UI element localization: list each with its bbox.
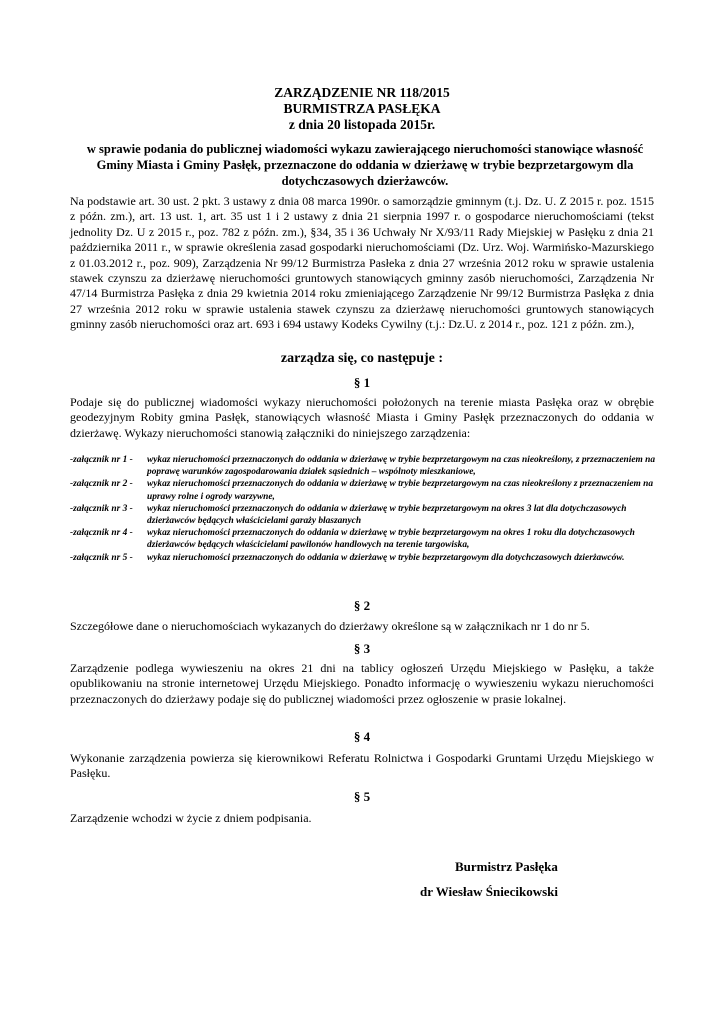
document-subject: w sprawie podania do publicznej wiadomości wykazu zawierającego nieruchomości stanowiące własność Gminy Miasta i Gminy Pasłęk, przeznaczone do oddania w dzierżawę w trybie bezprzetargowym dla dotychczasowych dzierżawców. <box>86 142 644 188</box>
signature-title: Burmistrz Pasłęka <box>455 859 558 874</box>
legal-basis-paragraph: Na podstawie art. 30 ust. 2 pkt. 3 ustawy z dnia 08 marca 1990r. o samorządzie gminnym (t.j. Dz. U. Z 2015 r. poz. 1515 z późn. zm.), art. 13 ust. 1, art. 35 ust 1 i 2 ustawy z dnia 21 sierpnia 1997 r. o gospodarce nieruchomościami (tekst jednolity Dz. U z 2015 r., poz. 782 z późn. zm.), §34, 35 i 36 Uchwały Nr X/93/11 Rady Miejskiej w Pasłęku z dnia 21 października 2011 r., w sprawie określenia zasad gospodarki nieruchomościami (Dz. Urz. Woj. Warmińsko-Mazurskiego z 01.03.2012 r., poz. 909), Zarządzenia Nr 99/12 Burmistrza Pasłeka z dnia 27 września 2012 roku w sprawie ustalenia stawek czynszu za dzierżawę nieruchomości gruntowych stanowiących gminny zasób nieruchomości, Zarządzenia Nr 47/14 Burmistrza Pasłęka z dnia 29 kwietnia 2014 roku zmieniającego Zarządzenie Nr 99/12 Burmistrza Pasłęka z dnia 27 września 2012 roku w sprawie ustalenia stawek czynszu za dzierżawę nieruchomości gruntowych stanowiących gminny zasób nieruchomości oraz art. 693 i 694 ustawy Kodeks Cywilny (t.j.: Dz.U. z 2014 r., poz. 121 z późn. zm.), <box>70 194 654 332</box>
section-2-heading: § 2 <box>353 598 371 613</box>
attachment-label: -załącznik nr 1 - <box>70 455 133 465</box>
section-4-heading: § 4 <box>353 729 371 744</box>
section-5-heading: § 5 <box>353 789 371 804</box>
attachment-label: -załącznik nr 5 - <box>70 552 133 563</box>
attachment-label: -załącznik nr 2 - <box>70 479 133 490</box>
signature-name: dr Wiesław Śniecikowski <box>420 884 558 899</box>
attachment-item <box>70 552 660 564</box>
section-3-heading: § 3 <box>353 641 371 656</box>
section-5-text: Zarządzenie wchodzi w życie z dniem podpisania. <box>70 811 312 825</box>
attachment-text: wykaz nieruchomości przeznaczonych do oddania w dzierżawę w trybie bezprzetargowym na czas nieokreślony z przeznaczeniem na uprawy rolne i ogrody warzywne, <box>147 479 654 502</box>
attachment-item <box>70 454 660 478</box>
section-2-text: Szczegółowe dane o nieruchomościach wykazanych do dzierżawy określone są w załącznikach nr 1 do nr 5. <box>70 619 590 633</box>
attachment-text: wykaz nieruchomości przeznaczonych do oddania w dzierżawę w trybie bezprzetargowym na czas nieokreślony, z przeznaczeniem na poprawę warunków zagospodarowania działek sąsiednich – wspólnoty mieszkaniowe, <box>147 455 656 478</box>
attachments-list <box>70 454 660 564</box>
attachment-item <box>70 527 660 551</box>
section-1-heading: § 1 <box>353 375 371 390</box>
section-4-text: Wykonanie zarządzenia powierza się kierownikowi Referatu Rolnictwa i Gospodarki Gruntami Urzędu Miejskiego w Pasłęku. <box>70 751 654 781</box>
attachment-item <box>70 503 660 527</box>
attachment-label: -załącznik nr 4 - <box>70 528 133 539</box>
attachment-label: -załącznik nr 3 - <box>70 503 133 514</box>
attachment-text: wykaz nieruchomości przeznaczonych do oddania w dzierżawę w trybie bezprzetargowym na okres 3 lat dla dotychczasowych dzierżawców będących właścicielami garaży blaszanych <box>147 503 627 527</box>
decree-statement: zarządza się, co następuje : <box>280 351 444 366</box>
attachment-item <box>70 478 660 502</box>
section-1-text: Podaje się do publicznej wiadomości wykazy nieruchomości położonych na terenie miasta Pasłęka oraz w obrębie geodezyjnym Robity gmina Pasłęk, stanowiących własność Miasta i Gminy Pasłęk przeznaczonych do oddania w dzierżawę. Wykazy nieruchomości stanowią załączniki do niniejszego zarządzenia: <box>70 395 654 440</box>
issue-date: z dnia 20 listopada 2015r. <box>288 117 436 132</box>
issuer-title: BURMISTRZA PASŁĘKA <box>283 101 441 116</box>
attachment-text: wykaz nieruchomości przeznaczonych do oddania w dzierżawę w trybie bezprzetargowym na okres 1 roku dla dotychczasowych dzierżawców będących właścicielami pawilonów handlowych na terenie targowiska, <box>147 528 635 551</box>
document-title: ZARZĄDZENIE NR 118/2015 <box>274 85 450 100</box>
attachment-text: wykaz nieruchomości przeznaczonych do oddania w dzierżawę w trybie bezprzetargowym dla dotychczasowych dzierżawców. <box>147 552 625 563</box>
section-3-text: Zarządzenie podlega wywieszeniu na okres 21 dni na tablicy ogłoszeń Urzędu Miejskiego w Pasłęku, a także opublikowaniu na stronie internetowej Urzędu Miejskiego. Ponadto informację o wywieszeniu wykazu nieruchomości przeznaczonych do dzierżawy podaje się do publicznej wiadomości przez ogłoszenie w prasie lokalnej. <box>70 661 654 706</box>
